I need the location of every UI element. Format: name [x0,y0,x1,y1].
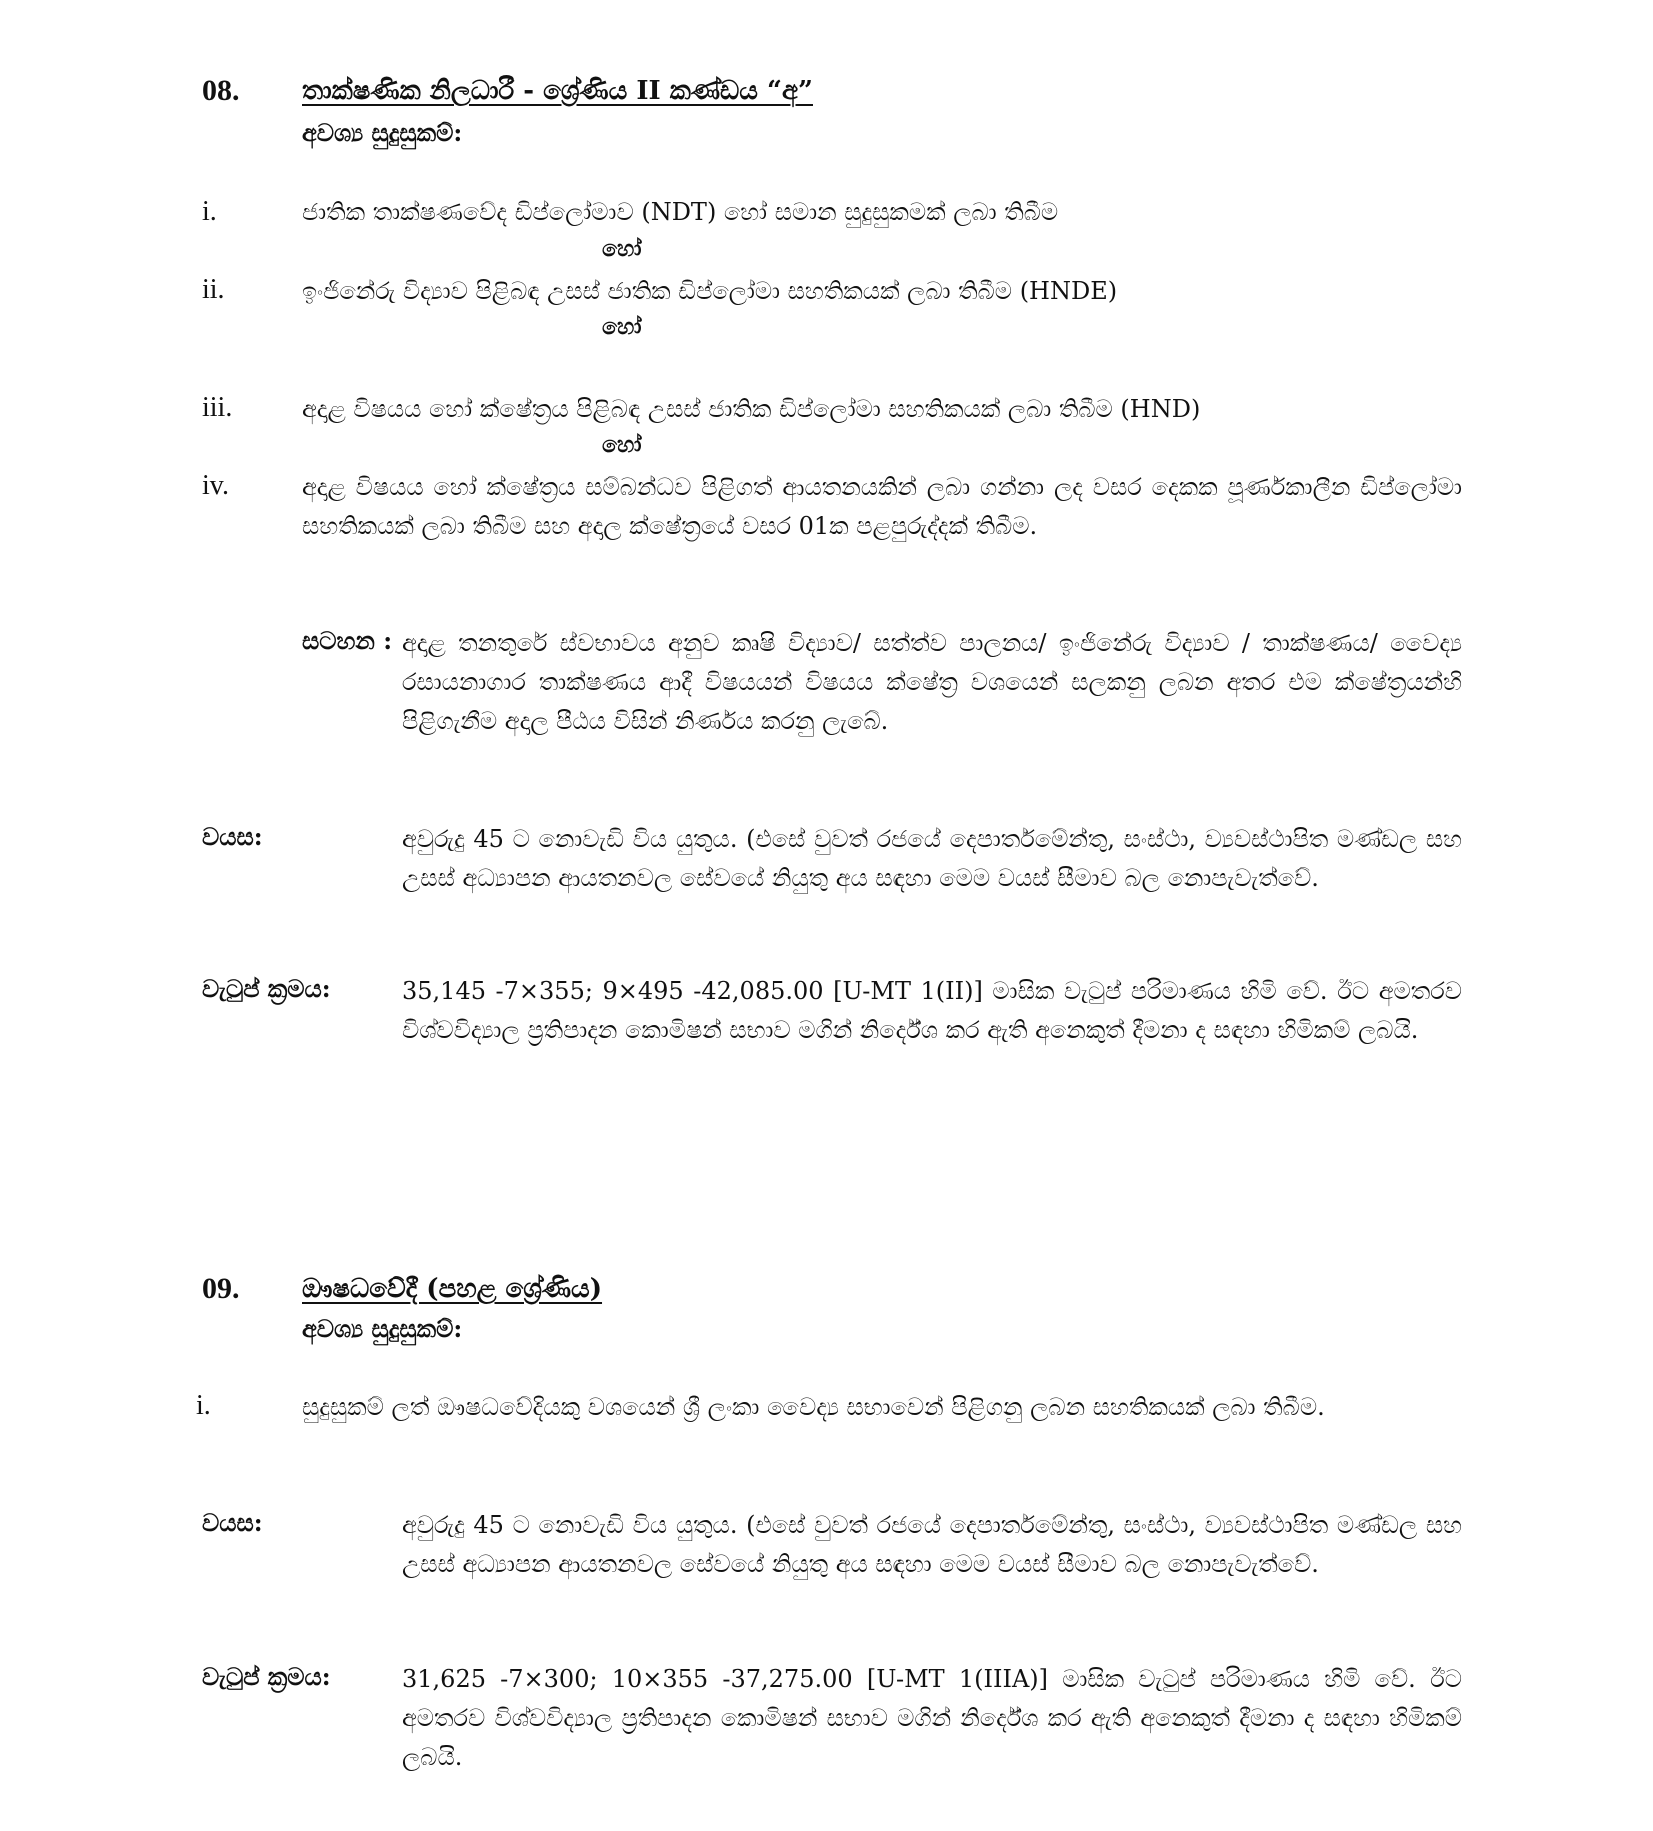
section-08-qualifications-heading: අවශ්‍ය සුදුසුකම්: [302,118,463,147]
section-09-qualifications-heading: අවශ්‍ය සුදුසුකම්: [302,1314,463,1343]
item-iii-marker: iii. [202,392,233,423]
item-i-text: ජාතික තාක්ෂණවේද ඩිප්ලෝමාව (NDT) හෝ සමාන සුදුසුකමක් ලබා තිබීම [302,198,1059,226]
or-2: හෝ [602,314,642,340]
note-text: අදාළ තනතුරේ ස්වභාවය අනුව කෘෂි විද්‍යාව/ සත්ත්ව පාලනය/ ඉංජිනේරු විද්‍යාව / තාක්ෂණය/ වෛද්‍ය රසායනාගාර තාක්ෂණය ආදී විෂයයන් විෂයය ක්ෂේත්‍ර වශයෙන් සලකනු ලබන අතර එම ක්ෂේත්‍රයන්හි පිළිගැනීම අදාල පීඨය විසින් නිර්ණය කරනු ලැබේ. [402,629,1462,735]
section-08-age-label: වයස: [202,822,263,851]
section-08-salary-text: 35,145 -7×355; 9×495 -42,085.00 [U-MT 1(II)] මාසික වැටුප් පරිමාණය හිමි වේ. ඊට අමතරව විශ්වවිද්‍යාල ප්‍රතිපාදන කොමිෂන් සභාව මගින් නිර්දේශ කර ඇති අනෙකුත් දීමනා ද සඳහා හිමිකම් ලබයි. [402,977,1462,1044]
section-09-age-label: වයස: [202,1508,263,1537]
or-3: හෝ [602,432,642,458]
section-09-title: ඖෂධවේදී (පහළ ශ්‍රේණිය) [302,1274,603,1304]
section-09-salary-label: වැටුප් ක්‍රමය: [202,1662,331,1691]
note-label: සටහන : [302,626,393,655]
item-ii-text: ඉංජිනේරු විද්‍යාව පිළිබඳ උසස් ජාතික ඩිප්ලෝමා සහතිකයක් ලබා තිබීම (HNDE) [302,277,1118,305]
item-iv-marker: iv. [202,470,229,501]
section-08-title: තාක්ෂණික නිලධාරී - ශ්‍රේණිය II කණ්ඩය “අ” [302,76,813,106]
or-1: හෝ [602,236,642,262]
item-i-marker: i. [202,196,217,227]
section-09-age-text: අවුරුදු 45 ට නොවැඩි විය යුතුය. (එසේ වුවත් රජයේ දෙපාර්තමේන්තු, සංස්ථා, ව්‍යවස්ථාපිත මණ්ඩල සහ උසස් අධ්‍යාපන ආයතනවල සේවයේ නියුතු අය සඳහා මෙම වයස් සීමාව බල නොපැවැත්වේ. [402,1511,1462,1578]
section-09-salary-text: 31,625 -7×300; 10×355 -37,275.00 [U-MT 1(IIIA)] මාසික වැටුප් පරිමාණය හිමි වේ. ඊට අමතරව විශ්වවිද්‍යාල ප්‍රතිපාදන කොමිෂන් සභාව මගින් නිර්දේශ කර ඇති අනෙකුත් දීමනා ද සඳහා හිමිකම් ලබයි. [402,1665,1462,1771]
item-ii-marker: ii. [202,274,225,305]
section-09-number: 09. [202,1272,240,1305]
item-iv-text: අදාළ විෂයය හෝ ක්ෂේත්‍රය සම්බන්ධව පිළිගත් ආයතනයකින් ලබා ගන්නා ලද වසර දෙකක පූර්ණකාලීන ඩිප්ලෝමා සහතිකයක් ලබා තිබීම සහ අදාල ක්ෂේත්‍රයේ වසර 01ක පළපුරුද්දක් තිබීම. [302,473,1462,540]
section-08-age-text: අවුරුදු 45 ට නොවැඩි විය යුතුය. (එසේ වුවත් රජයේ දෙපාර්තමේන්තු, සංස්ථා, ව්‍යවස්ථාපිත මණ්ඩල සහ උසස් අධ්‍යාපන ආයතනවල සේවයේ නියුතු අය සඳහා මෙම වයස් සීමාව බල නොපැවැත්වේ. [402,825,1462,892]
section-08-salary-label: වැටුප් ක්‍රමය: [202,974,331,1003]
item-iii-text: අදාළ විෂයය හෝ ක්ෂේත්‍රය පිළිබඳ උසස් ජාතික ඩිප්ලෝමා සහතිකයක් ලබා තිබීම (HND) [302,395,1201,423]
section-09-item-i-text: සුදුසුකම් ලත් ඖෂධවේදියකු වශයෙන් ශ්‍රී ලංකා වෛද්‍ය සභාවෙන් පිළිගනු ලබන සහතිකයක් ලබා තිබීම. [302,1393,1325,1421]
section-09-item-i-marker: i. [196,1390,211,1421]
section-08-number: 08. [202,74,240,107]
